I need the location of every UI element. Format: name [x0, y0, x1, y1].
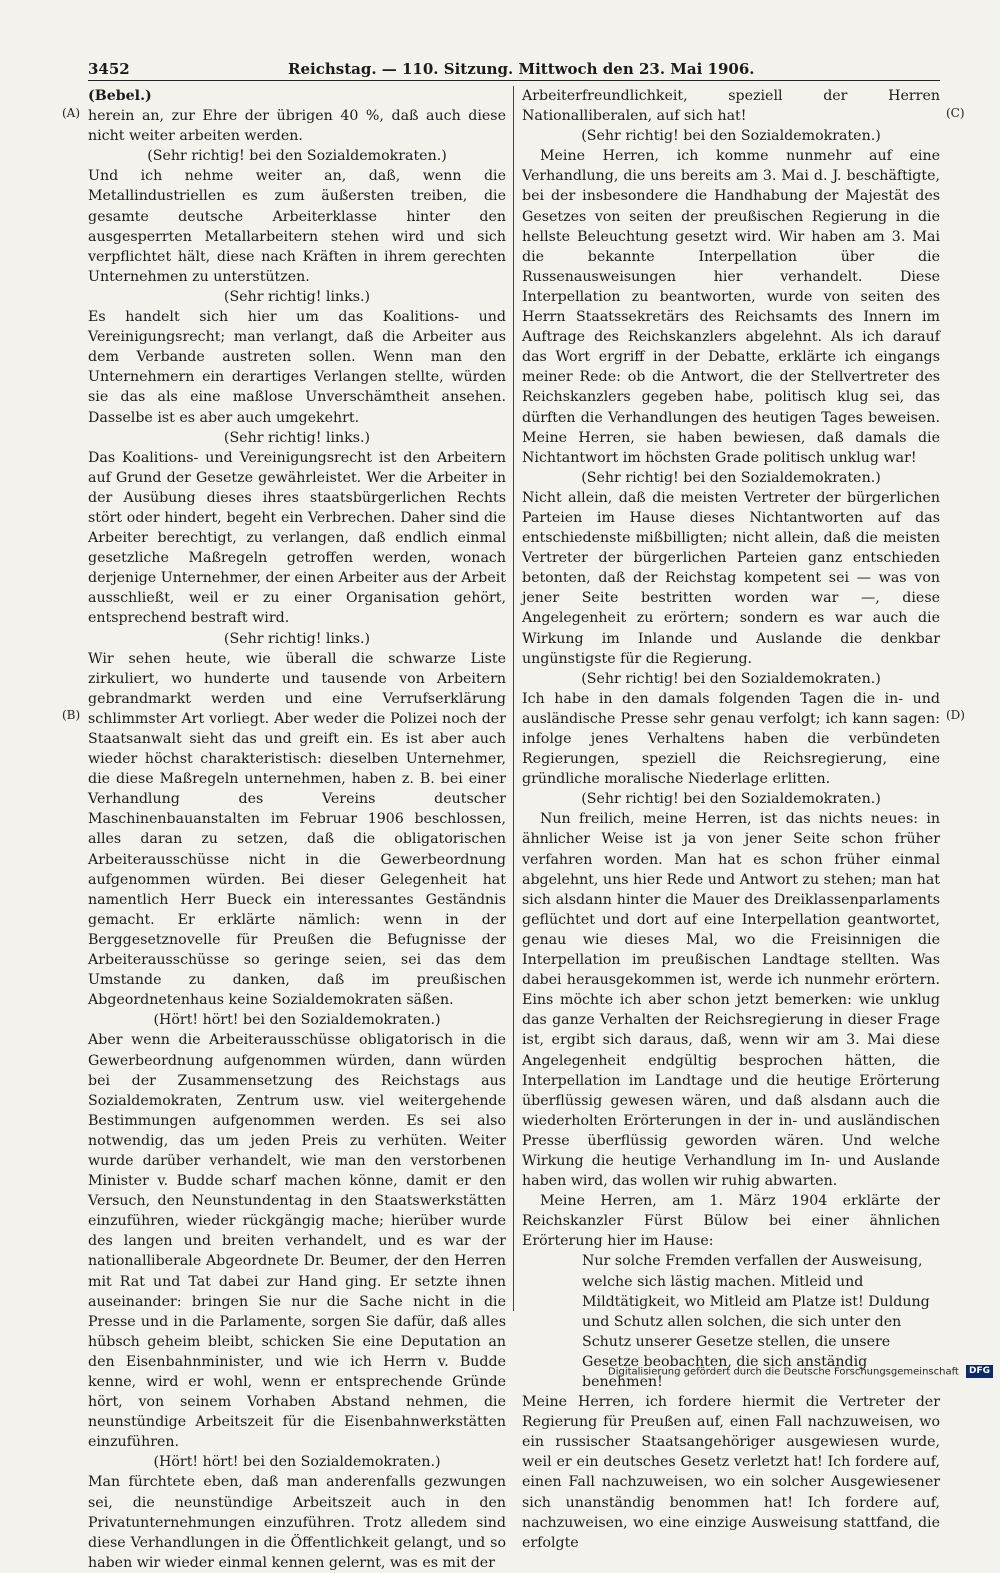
left-column-body [88, 106, 506, 1573]
margin-marker-c: (C) [946, 106, 965, 120]
paragraph: Wir sehen heute, wie überall die schwarze Liste zirkuliert, wo hunderte und tausende von Arbeitern gebrandmarkt werden und eine Verrufserklärung schlimmster Art vorliegt. Aber weder die Polizei noch der Staatsanwalt sieht das und greift ein. Es ist aber auch wieder höchst charakteristisch: dieselben Unternehmer, die diese Maßregeln unternehmen, haben z. B. bei einer Verhandlung des Vereins deutscher Maschinenbauanstalten im Februar 1906 beschlossen, alles daran zu setzen, daß die obligatorischen Arbeiterausschüsse nicht in die Gewerbeordnung aufgenommen würden. Bei dieser Gelegenheit hat namentlich Herr Bueck ein interessantes Geständnis gemacht. Er erklärte nämlich: wenn in der Berggesetznovelle für Preußen die Befugnisse der Arbeiterausschüsse so geringe seien, sei das dem Umstande zu danken, daß im preußischen Abgeordnetenhaus keine Sozialdemokraten säßen. [88, 650, 506, 1009]
speaker-label: (Bebel.) [88, 88, 152, 104]
interjection: (Sehr richtig! links.) [223, 630, 371, 647]
column-divider [513, 86, 514, 1311]
paragraph: Nicht allein, daß die meisten Vertreter der bürgerlichen Parteien im Hause dieses Nichtantworten auf das entschiedenste mißbilligten; nicht allein, daß die meisten Vertreter der bürgerlichen Parteien ganz entschieden betonten, daß der Reichstag kompetent sei — was von jener Seite bestritten worden war —, diese Angelegenheit zu erörtern; sondern es war auch die Wirkung im Inlande und Auslande die denkbar ungünstigste für die Regierung. [522, 489, 940, 667]
margin-marker-b: (B) [62, 708, 81, 722]
paragraph: herein an, zur Ehre der übrigen 40 %, daß auch diese nicht weiter arbeiten werden. [88, 108, 506, 145]
margin-marker-d: (D) [946, 708, 965, 722]
paragraph: Meine Herren, am 1. März 1904 erklärte der Reichskanzler Fürst Bülow bei einer ähnlichen Erörterung hier im Hause: [522, 1193, 940, 1250]
paragraph: Und ich nehme weiter an, daß, wenn die Metallindustriellen es zum äußersten treiben, die gesamte deutsche Arbeiterklasse hinter den ausgesperrten Metallarbeitern stehen wird und sich verpflichtet hält, diese nach Kräften in ihrem gerechten Unternehmen zu unterstützen. [88, 168, 506, 285]
right-column-body [522, 86, 940, 1553]
page-number: 3452 [88, 60, 130, 78]
left-column [88, 86, 506, 1571]
paragraph: Meine Herren, ich komme nunmehr auf eine Verhandlung, die uns bereits am 3. Mai d. J. beschäftigte, bei der insbesondere die Handhabung der Majestät des Gesetzes von seiten der preußischen Regierung in die hellste Beleuchtung gesetzt wird. Wir haben am 3. Mai die bekannte Interpellation über die Russenausweisungen hier verhandelt. Diese Interpellation zu beantworten, wurde von seiten des Herrn Staatssekretärs des Reichsamts des Innern im Auftrage des Reichskanzlers abgelehnt. Als ich darauf das Wort ergriff in der Debatte, erklärte ich eingangs meiner Rede: ob die Antwort, die der Stellvertreter des Reichskanzlers gegeben habe, politisch klug sei, das dürften die Verhandlungen des heutigen Tages beweisen. Meine Herren, sie haben bewiesen, daß damals die Nichtantwort im höchsten Grade politisch unklug war! [522, 148, 940, 466]
margin-marker-a: (A) [62, 106, 81, 120]
paragraph: Meine Herren, ich fordere hiermit die Vertreter der Regierung für Preußen auf, einen Fall nachzuweisen, wo ein russischer Staatsangehöriger ausgewiesen wurde, weil er ein deutsches Gesetz verletzt hat! Ich fordere auf, einen Fall nachzuweisen, wo ein solcher Ausgewiesener sich unanständig benommen hat! Ich fordere auf, nachzuweisen, wo eine einzige Ausweisung stattfand, die erfolgte [522, 1394, 940, 1551]
interjection: (Sehr richtig! bei den Sozialdemokraten.) [581, 469, 881, 486]
footer-credit: Digitalisierung gefördert durch die Deutsche Forschungsgemeinschaft [608, 1366, 959, 1378]
paragraph: Aber wenn die Arbeiterausschüsse obligatorisch in die Gewerbeordnung aufgenommen würden, dann würden bei der Zusammensetzung des Reichstags aus Sozialdemokraten, Zentrum usw. viel weitergehende Bestimmungen aufgenommen werden. Es sei also notwendig, das um jeden Preis zu verhüten. Weiter wurde darüber verhandelt, wie man den verstorbenen Minister v. Budde scharf machen könne, damit er den Versuch, den Neunstundentag in den Staatswerkstätten einzuführen, wieder rückgängig mache; hierüber wurde des langen und breiten verhandelt, und es war der nationalliberale Abgeordnete Dr. Beumer, der den Herren mit Rat und Tat dabei zur Hand ging. Er setzte ihnen auseinander: bringen Sie nur die Sache nicht in die Presse und in die Parlamente, sorgen Sie dafür, daß alles hübsch geheim bleibt, schicken Sie eine Deputation an den Eisenbahnminister, und wie ich Herrn v. Budde kenne, wird er wohl, wenn er entsprechende Gründe hört, von seinem Vorhaben Abstand nehmen, die neunstündige Arbeitszeit für die Eisenbahnwerkstätten einzuführen. [88, 1032, 506, 1451]
interjection: (Sehr richtig! links.) [223, 288, 371, 305]
paragraph: Ich habe in den damals folgenden Tagen die in- und ausländische Presse sehr genau verfolgt; ich kann sagen: infolge jenes Verhaltens haben die verbündeten Regierungen, speziell die Reichsregierung, eine gründliche moralische Niederlage erlitten. [522, 690, 940, 788]
paragraph: Das Koalitions- und Vereinigungsrecht ist den Arbeitern auf Grund der Gesetze gewährleistet. Wer die Arbeiter in der Ausübung dieses ihres staatsbürgerlichen Rechts stört oder hindert, begeht ein Verbrechen. Daher sind die Arbeiter berechtigt, zu verlangen, daß endlich einmal gesetzliche Maßregeln getroffen werden, wonach derjenige Unternehmer, der einen Arbeiter aus der Arbeit ausschließt, weil er zu einer Organisation gehört, entsprechend bestraft wird. [88, 449, 506, 627]
session-title: Reichstag. — 110. Sitzung. Mittwoch den 23. Mai 1906. [288, 60, 755, 78]
interjection: (Hört! hört! bei den Sozialdemokraten.) [153, 1012, 441, 1029]
interjection: (Sehr richtig! bei den Sozialdemokraten.) [581, 791, 881, 808]
paragraph: Arbeiterfreundlichkeit, speziell der Herren Nationalliberalen, auf sich hat! [522, 88, 940, 125]
interjection: (Sehr richtig! bei den Sozialdemokraten.) [147, 148, 447, 165]
interjection: (Sehr richtig! links.) [223, 429, 371, 446]
footer [608, 1365, 990, 1379]
block-quote: Nur solche Fremden verfallen der Ausweisung, welche sich lästig machen. Mitleid und Mildtätigkeit, wo Mitleid am Platze ist! Duldung und Schutz allen solchen, die sich unter den Schutz unserer Gesetze stellen, die unsere Gesetze beobachten, die sich anständig benehmen! [582, 1253, 930, 1390]
interjection: (Sehr richtig! bei den Sozialdemokraten.) [581, 128, 881, 145]
interjection: (Hört! hört! bei den Sozialdemokraten.) [153, 1454, 441, 1471]
paragraph: Nun freilich, meine Herren, ist das nichts neues: in ähnlicher Weise ist ja von jener Seite schon früher verfahren worden. Man hat es schon früher einmal abgelehnt, uns hier Rede und Antwort zu stehen; man hat sich alsdann hinter die Mauer des Dreiklassenparlaments geflüchtet und dort auf eine Interpellation geantwortet, genau wie dieses Mal, wo die Freisinnigen die Interpellation im preußischen Landtage stellten. Was dabei herausgekommen ist, werde ich nunmehr erörtern. Eins möchte ich aber schon jetzt bemerken: wie unklug das ganze Verhalten der Reichsregierung in dieser Frage ist, ergibt sich daraus, daß, wenn wir am 3. Mai diese Angelegenheit endgültig besprochen hätten, die Interpellation im Landtage und die heutige Erörterung überflüssig gewesen wären, und daß alsdann auch die wiederholten Erörterungen in der in- und ausländischen Presse überflüssig geworden wären. Und welche Wirkung die heutige Verhandlung im In- und Auslande haben wird, das wollen wir ruhig abwarten. [522, 811, 940, 1190]
paragraph: Man fürchtete eben, daß man anderenfalls gezwungen sei, die neunstündige Arbeitszeit auch in den Privatunternehmungen einzuführen. Trotz alledem sind diese Verhandlungen in die Öffentlichkeit gelangt, und so haben wir wieder einmal kennen gelernt, was es mit der [88, 1474, 506, 1571]
dfg-logo: DFG [966, 1365, 993, 1378]
header-rule [88, 80, 940, 81]
paragraph: Es handelt sich hier um das Koalitions- und Vereinigungsrecht; man verlangt, daß die Arbeiter aus dem Verbande austreten sollen. Wenn man den Unternehmern ein derartiges Verlangen stellte, würden sie das als eine maßlose Unverschämtheit ansehen. Dasselbe ist es aber auch umgekehrt. [88, 309, 506, 426]
interjection: (Sehr richtig! bei den Sozialdemokraten.) [581, 670, 881, 687]
page-header [88, 58, 940, 80]
